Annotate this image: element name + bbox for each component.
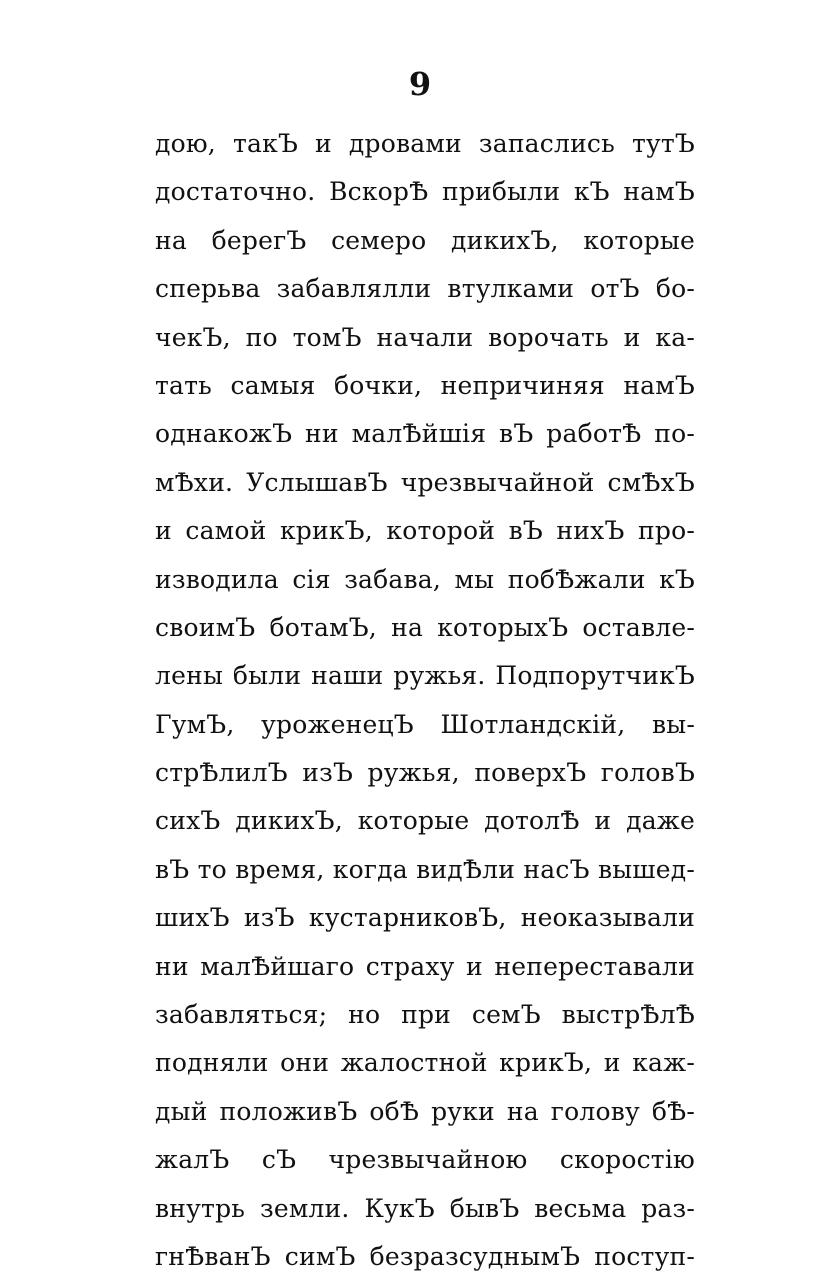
text-line: лены были наши ружья. ПодпорутчикЪ: [155, 661, 695, 691]
text-line: и самой крикЪ, которой вЪ нихЪ про-: [155, 516, 695, 546]
text-line: сперьва забавлялли втулками отЪ бо-: [155, 274, 695, 304]
text-line: ни малѢйшаго страху и непереставали: [155, 951, 695, 981]
text-line: ГумЪ, уроженецЪ Шотландскій, вы-: [155, 709, 695, 739]
text-line: внутрь земли. КукЪ бывЪ весьма раз-: [155, 1193, 695, 1223]
text-line: чекЪ, по томЪ начали ворочать и ка-: [155, 322, 695, 352]
text-line: своимЪ ботамЪ, на которыхЪ оставле-: [155, 612, 695, 642]
text-line: жалЪ сЪ чрезвычайною скоростію: [155, 1145, 695, 1175]
text-line: дою, такЪ и дровами запаслись тутЪ: [155, 129, 695, 158]
body-text: [155, 120, 695, 1281]
text-line: достаточно. ВскорѢ прибыли кЪ намЪ: [155, 177, 695, 207]
text-line: изводила сія забава, мы побѢжали кЪ: [155, 564, 695, 594]
text-line: сихЪ дикихЪ, которые дотолѢ и даже: [155, 806, 695, 836]
text-line: подняли они жалостной крикЪ, и каж-: [155, 1048, 695, 1078]
text-line: тать самыя бочки, непричиняя намЪ: [155, 370, 695, 400]
text-line: стрѢлилЪ изЪ ружья, поверхЪ головЪ: [155, 758, 695, 788]
page-number: 9: [408, 65, 432, 103]
text-line: шихЪ изЪ кустарниковЪ, неоказывали: [155, 903, 695, 933]
text-line: однакожЪ ни малѢйшія вЪ работѢ по-: [155, 419, 695, 449]
text-line: забавляться; но при семЪ выстрѢлѢ: [155, 1000, 695, 1030]
text-line: дый положивЪ обѢ руки на голову бѢ-: [155, 1096, 695, 1126]
text-line: вЪ то время, когда видѢли насЪ вышед-: [155, 854, 695, 884]
text-line: мѢхи. УслышавЪ чрезвычайной смѢхЪ: [155, 467, 695, 497]
text-line: гнѢванЪ симЪ безразсуднымЪ поступ-: [155, 1241, 695, 1271]
text-line: на берегЪ семеро дикихЪ, которые: [155, 225, 695, 255]
